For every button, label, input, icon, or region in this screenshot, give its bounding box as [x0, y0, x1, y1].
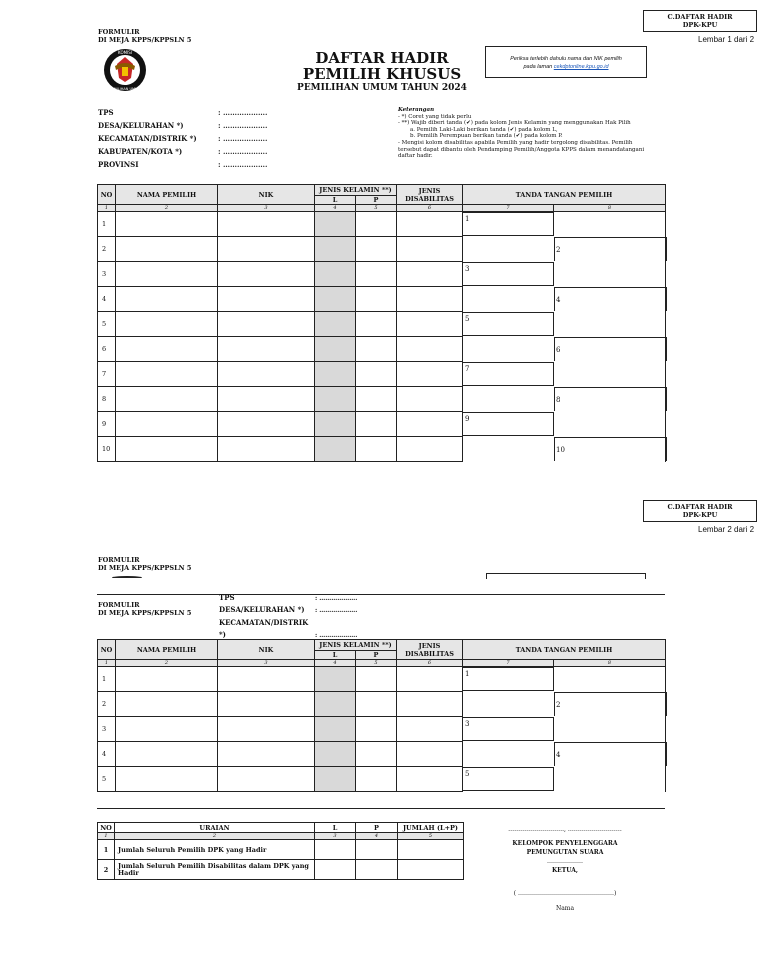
table-row — [98, 212, 666, 237]
nama-cell[interactable] — [116, 667, 218, 692]
logo-fragment — [112, 576, 142, 579]
nik-cell[interactable] — [218, 312, 315, 337]
sum-col-jumlah: JUMLAH (L+P) — [398, 823, 464, 833]
divider-line-2 — [97, 808, 665, 809]
gender-l-cell[interactable] — [315, 717, 356, 742]
summary-jumlah-input[interactable] — [398, 860, 464, 880]
page-number: Lembar 1 dari 2 — [698, 35, 755, 44]
col-p: P — [356, 651, 397, 660]
gender-l-cell[interactable] — [315, 437, 356, 462]
summary-p-input[interactable] — [356, 860, 398, 880]
disabilitas-cell[interactable] — [397, 667, 463, 692]
signature-divider — [554, 237, 667, 261]
form-code: C.DAFTAR HADIR — [667, 503, 733, 511]
table-row — [98, 287, 666, 312]
gender-l-cell[interactable] — [315, 742, 356, 767]
kelompok-line2: PEMUNGUTAN SUARA — [526, 849, 604, 856]
col-l: L — [315, 651, 356, 660]
keterangan-line: - Mengisi kolom disabilitas apabila Pemilih yang hadir tergolong disabilitas. Pemilih — [398, 139, 633, 146]
row-number: 2 — [98, 237, 116, 262]
formulir-label-3 — [98, 601, 191, 617]
formulir-text: FORMULIR — [98, 601, 140, 609]
signature-divider — [554, 437, 667, 461]
signature-divider — [462, 717, 554, 741]
gender-p-cell[interactable] — [356, 692, 397, 717]
field-value: : ………………. — [315, 595, 358, 602]
field-label: KECAMATAN/DISTRIK *) — [98, 134, 197, 143]
disabilitas-cell[interactable] — [397, 287, 463, 312]
col-num: 1 — [98, 205, 116, 212]
nama-cell[interactable] — [116, 262, 218, 287]
col-nama: NAMA PEMILIH — [116, 185, 218, 205]
col-disabilitas: JENIS DISABILITAS — [397, 640, 463, 660]
disabilitas-cell[interactable] — [397, 212, 463, 237]
row-number: 9 — [98, 412, 116, 437]
field-desa — [98, 119, 267, 132]
title-line3: PEMILIHAN UMUM TAHUN 2024 — [297, 83, 467, 93]
sum-number-row — [98, 833, 464, 840]
signature-cell[interactable] — [463, 437, 666, 462]
table-row — [98, 717, 666, 742]
col-num: 7 — [463, 660, 554, 667]
gender-p-cell[interactable] — [356, 262, 397, 287]
row-number: 5 — [98, 767, 116, 792]
field-kecamatan — [98, 132, 267, 145]
disabilitas-cell[interactable] — [397, 692, 463, 717]
svg-text:PEMILIHAN UMUM: PEMILIHAN UMUM — [109, 87, 141, 91]
field-value: : ………………. — [218, 134, 268, 143]
identity-fields — [98, 106, 267, 171]
field-label: DESA/KELURAHAN *) — [98, 121, 184, 130]
signature-number: 3 — [465, 265, 470, 273]
col-nik: NIK — [218, 185, 315, 205]
disabilitas-cell[interactable] — [397, 412, 463, 437]
signature-cell[interactable] — [463, 692, 666, 717]
sum-col-p: P — [356, 823, 398, 833]
signature-cell[interactable] — [463, 412, 666, 437]
field-tps — [219, 593, 357, 604]
formulir-text: FORMULIR — [98, 556, 140, 564]
keterangan-line: - *) Coret yang tidak perlu — [398, 113, 472, 120]
col-num: 2 — [115, 833, 315, 840]
nama-label: Nama — [555, 905, 575, 912]
signature-number: 1 — [465, 670, 470, 679]
nama-cell[interactable] — [116, 742, 218, 767]
nik-cell[interactable] — [218, 667, 315, 692]
gender-l-cell[interactable] — [315, 287, 356, 312]
table-row — [98, 692, 666, 717]
nik-cell[interactable] — [218, 767, 315, 792]
signature-number: 4 — [556, 751, 561, 759]
gender-p-cell[interactable] — [356, 767, 397, 792]
signature-cell[interactable] — [463, 742, 666, 767]
field-kabupaten — [98, 145, 267, 158]
disabilitas-cell[interactable] — [397, 237, 463, 262]
signature-divider — [462, 262, 554, 286]
nama-cell[interactable] — [116, 287, 218, 312]
signature-divider — [462, 312, 554, 336]
form-sub: DPK-KPU — [682, 511, 718, 519]
ketua-label: KETUA, — [551, 867, 579, 874]
nik-cell[interactable] — [218, 212, 315, 237]
signature-cell[interactable] — [463, 767, 666, 792]
disabilitas-cell[interactable] — [397, 337, 463, 362]
signature-block — [480, 825, 650, 913]
gender-l-cell[interactable] — [315, 337, 356, 362]
keterangan-line: daftar hadir. — [398, 153, 433, 160]
gender-l-cell[interactable] — [315, 212, 356, 237]
field-label: DESA/KELURAHAN *) — [219, 605, 305, 614]
row-number: 5 — [98, 312, 116, 337]
divider-line — [97, 594, 665, 595]
gender-l-cell[interactable] — [315, 362, 356, 387]
notice-link[interactable]: cekdptonline.kpu.go.id — [553, 64, 609, 70]
col-num: 3 — [218, 205, 315, 212]
col-num: 5 — [356, 205, 397, 212]
field-tps — [98, 106, 267, 119]
table-row — [98, 312, 666, 337]
table-row — [98, 667, 666, 692]
attendance-table-1 — [97, 184, 666, 462]
signature-divider — [554, 692, 667, 716]
notice-box-fragment — [486, 573, 646, 579]
nik-cell[interactable] — [218, 287, 315, 312]
signature-divider — [462, 767, 554, 791]
nama-cell[interactable] — [116, 387, 218, 412]
summary-row — [98, 840, 464, 860]
signature-number: 1 — [465, 215, 470, 224]
sum-col-l: L — [315, 823, 356, 833]
disabilitas-cell[interactable] — [397, 767, 463, 792]
col-tanda-tangan: TANDA TANGAN PEMILIH — [463, 185, 666, 205]
signature-cell[interactable] — [463, 387, 666, 412]
summary-no: 2 — [98, 860, 115, 880]
signature-cell[interactable] — [463, 362, 666, 387]
gender-p-cell[interactable] — [356, 212, 397, 237]
signature-number: 2 — [556, 246, 561, 254]
sum-col-no: NO — [98, 823, 115, 833]
col-l: L — [315, 196, 356, 205]
col-no: NO — [98, 185, 116, 205]
gender-p-cell[interactable] — [356, 312, 397, 337]
table-row — [98, 437, 666, 462]
col-num: 1 — [98, 833, 115, 840]
nik-cell[interactable] — [218, 362, 315, 387]
form-code-box-2 — [643, 500, 757, 522]
field-label: TPS — [219, 593, 235, 602]
title-line1: DAFTAR HADIR — [315, 49, 449, 67]
title-line2: PEMILIH KHUSUS — [302, 65, 462, 83]
table-row — [98, 237, 666, 262]
nama-cell[interactable] — [116, 437, 218, 462]
row-number: 2 — [98, 692, 116, 717]
signature-cell[interactable] — [463, 337, 666, 362]
signature-number: 5 — [465, 315, 470, 323]
field-label: KABUPATEN/KOTA *) — [98, 147, 183, 156]
col-p: P — [356, 196, 397, 205]
gender-p-cell[interactable] — [356, 742, 397, 767]
nama-cell[interactable] — [116, 337, 218, 362]
form-code: C.DAFTAR HADIR — [667, 13, 733, 21]
nik-cell[interactable] — [218, 237, 315, 262]
keterangan-line: - **) Wajib diberi tanda (✔) pada kolom Jenis Kelamin yang menggunakan Hak Pilih — [398, 120, 631, 127]
summary-row — [98, 860, 464, 880]
summary-l-input[interactable] — [315, 860, 356, 880]
signature-cell[interactable] — [463, 262, 666, 287]
gender-p-cell[interactable] — [356, 412, 397, 437]
col-disabilitas: JENIS DISABILITAS — [397, 185, 463, 205]
summary-l-input[interactable] — [315, 840, 356, 860]
gender-l-cell[interactable] — [315, 667, 356, 692]
signature-divider — [462, 412, 554, 436]
field-label: PROVINSI — [98, 160, 139, 169]
field-label: KECAMATAN/DISTRIK *) — [219, 618, 309, 639]
signature-cell[interactable] — [463, 287, 666, 312]
gender-l-cell[interactable] — [315, 262, 356, 287]
field-value: : ………………. — [218, 108, 268, 117]
signature-cell[interactable] — [463, 237, 666, 262]
nama-cell[interactable] — [116, 717, 218, 742]
sum-col-uraian: URAIAN — [115, 823, 315, 833]
disabilitas-cell[interactable] — [397, 742, 463, 767]
notice-box — [485, 46, 647, 78]
gender-l-cell[interactable] — [315, 237, 356, 262]
row-number: 8 — [98, 387, 116, 412]
col-nik: NIK — [218, 640, 315, 660]
keterangan-line: b. Pemilih Perempuan berikan tanda (✔) pada kolom P. — [410, 133, 563, 140]
nama-cell[interactable] — [116, 767, 218, 792]
gender-p-cell[interactable] — [356, 667, 397, 692]
keterangan-title: Keterangan — [398, 107, 435, 113]
meja-text: DI MEJA KPPS/KPPSLN 5 — [98, 564, 192, 572]
field-value: : ………………. — [218, 147, 268, 156]
meja-text: DI MEJA KPPS/KPPSLN 5 — [98, 36, 192, 44]
identity-fields-2 — [219, 593, 357, 642]
gender-p-cell[interactable] — [356, 387, 397, 412]
table-row — [98, 337, 666, 362]
gender-l-cell[interactable] — [315, 412, 356, 437]
row-number: 1 — [98, 212, 116, 237]
svg-text:KOMISI: KOMISI — [118, 50, 132, 55]
nama-cell[interactable] — [116, 312, 218, 337]
disabilitas-cell[interactable] — [397, 387, 463, 412]
meja-text: DI MEJA KPPS/KPPSLN 5 — [98, 609, 192, 617]
gender-p-cell[interactable] — [356, 362, 397, 387]
form-sub: DPK-KPU — [682, 21, 718, 29]
notice-line2 — [486, 63, 646, 71]
gender-p-cell[interactable] — [356, 337, 397, 362]
table-row — [98, 742, 666, 767]
field-value: : ………………. — [218, 160, 268, 169]
formulir-label-2 — [98, 556, 191, 572]
form-code-box — [643, 10, 757, 32]
nik-cell[interactable] — [218, 262, 315, 287]
nama-cell[interactable] — [116, 237, 218, 262]
gender-p-cell[interactable] — [356, 437, 397, 462]
col-num: 7 — [463, 205, 554, 212]
col-num: 8 — [554, 205, 666, 212]
signature-number: 5 — [465, 770, 470, 778]
nik-cell[interactable] — [218, 437, 315, 462]
signature-divider — [554, 387, 667, 411]
disabilitas-cell[interactable] — [397, 717, 463, 742]
kelompok-line1: KELOMPOK PENYELENGGARA — [512, 840, 618, 847]
field-value: : ………………. — [218, 121, 268, 130]
nik-cell[interactable] — [218, 692, 315, 717]
gender-p-cell[interactable] — [356, 287, 397, 312]
nama-cell[interactable] — [116, 362, 218, 387]
disabilitas-cell[interactable] — [397, 312, 463, 337]
keterangan-line: a. Pemilih Laki-Laki berikan tanda (✔) pada kolom L, — [410, 126, 558, 133]
col-num: 2 — [116, 660, 218, 667]
kelompok-line3: ……………… — [547, 858, 583, 865]
column-number-row — [98, 660, 666, 667]
gender-l-cell[interactable] — [315, 767, 356, 792]
summary-text: Jumlah Seluruh Pemilih DPK yang Hadir — [115, 840, 315, 860]
nama-cell[interactable] — [116, 692, 218, 717]
signature-number: 10 — [556, 446, 565, 454]
row-number: 4 — [98, 287, 116, 312]
table-row — [98, 262, 666, 287]
page-number-2: Lembar 2 dari 2 — [698, 525, 755, 534]
col-num: 5 — [356, 660, 397, 667]
field-provinsi — [98, 158, 267, 171]
summary-p-input[interactable] — [356, 840, 398, 860]
disabilitas-cell[interactable] — [397, 262, 463, 287]
summary-table — [97, 822, 464, 880]
col-num: 3 — [315, 833, 356, 840]
formulir-text: FORMULIR — [98, 28, 140, 36]
summary-text: Jumlah Seluruh Pemilih Disabilitas dalam DPK yang Hadir — [115, 860, 315, 880]
gender-l-cell[interactable] — [315, 692, 356, 717]
col-num: 5 — [398, 833, 464, 840]
signature-number: 8 — [556, 396, 561, 404]
col-num: 4 — [315, 660, 356, 667]
kpu-logo — [103, 46, 147, 94]
disabilitas-cell[interactable] — [397, 437, 463, 462]
notice-line1: Periksa terlebih dahulu nama dan NIK pemilih — [510, 56, 622, 62]
column-number-row — [98, 205, 666, 212]
title-block — [300, 50, 464, 82]
nik-cell[interactable] — [218, 337, 315, 362]
signature-cell[interactable] — [463, 212, 666, 237]
summary-no: 1 — [98, 840, 115, 860]
signature-number: 2 — [556, 701, 561, 709]
row-number: 3 — [98, 717, 116, 742]
row-number: 4 — [98, 742, 116, 767]
nik-cell[interactable] — [218, 742, 315, 767]
nik-cell[interactable] — [218, 387, 315, 412]
field-value: : ………………. — [315, 632, 358, 639]
table-row — [98, 767, 666, 792]
gender-l-cell[interactable] — [315, 387, 356, 412]
summary-jumlah-input[interactable] — [398, 840, 464, 860]
sign-line[interactable]: ( …………………………………………) — [513, 890, 617, 897]
signature-number: 3 — [465, 720, 470, 728]
formulir-label — [98, 28, 191, 44]
disabilitas-cell[interactable] — [397, 362, 463, 387]
col-tanda-tangan: TANDA TANGAN PEMILIH — [463, 640, 666, 660]
col-num: 6 — [397, 660, 463, 667]
signature-number: 4 — [556, 296, 561, 304]
signature-divider — [554, 337, 667, 361]
date-line: ………………………., ……………………… — [508, 826, 622, 833]
col-nama: NAMA PEMILIH — [116, 640, 218, 660]
nik-cell[interactable] — [218, 717, 315, 742]
signature-divider — [462, 362, 554, 386]
field-label: TPS — [98, 108, 114, 117]
col-num: 8 — [554, 660, 666, 667]
notice-text: pada laman — [523, 64, 554, 70]
gender-p-cell[interactable] — [356, 237, 397, 262]
field-value: : ………………. — [315, 607, 358, 614]
signature-number: 9 — [465, 415, 470, 423]
nik-cell[interactable] — [218, 412, 315, 437]
row-number: 6 — [98, 337, 116, 362]
signature-number: 7 — [465, 365, 470, 373]
keterangan-block — [398, 107, 663, 160]
signature-cell[interactable] — [463, 717, 666, 742]
col-num: 6 — [397, 205, 463, 212]
signature-divider — [462, 667, 554, 691]
signature-number: 6 — [556, 346, 561, 354]
nama-cell[interactable] — [116, 412, 218, 437]
col-num: 3 — [218, 660, 315, 667]
gender-p-cell[interactable] — [356, 717, 397, 742]
table-row — [98, 362, 666, 387]
table-row — [98, 387, 666, 412]
gender-l-cell[interactable] — [315, 312, 356, 337]
col-num: 2 — [116, 205, 218, 212]
signature-cell[interactable] — [463, 312, 666, 337]
col-jenis-kelamin: JENIS KELAMIN **) — [315, 185, 397, 196]
signature-divider — [554, 287, 667, 311]
col-num: 4 — [356, 833, 398, 840]
row-number: 3 — [98, 262, 116, 287]
signature-divider — [554, 742, 667, 766]
col-num: 1 — [98, 660, 116, 667]
nama-cell[interactable] — [116, 212, 218, 237]
row-number: 1 — [98, 667, 116, 692]
row-number: 7 — [98, 362, 116, 387]
field-desa — [219, 604, 357, 617]
table-row — [98, 412, 666, 437]
attendance-table-2 — [97, 639, 666, 792]
col-jenis-kelamin: JENIS KELAMIN **) — [315, 640, 397, 651]
row-number: 10 — [98, 437, 116, 462]
signature-cell[interactable] — [463, 667, 666, 692]
col-num: 4 — [315, 205, 356, 212]
keterangan-line: tersebut dapat dibantu oleh Pendamping Pemilih/Anggota KPPS dalam menandatangani — [398, 146, 645, 153]
col-no: NO — [98, 640, 116, 660]
signature-divider — [462, 212, 554, 236]
